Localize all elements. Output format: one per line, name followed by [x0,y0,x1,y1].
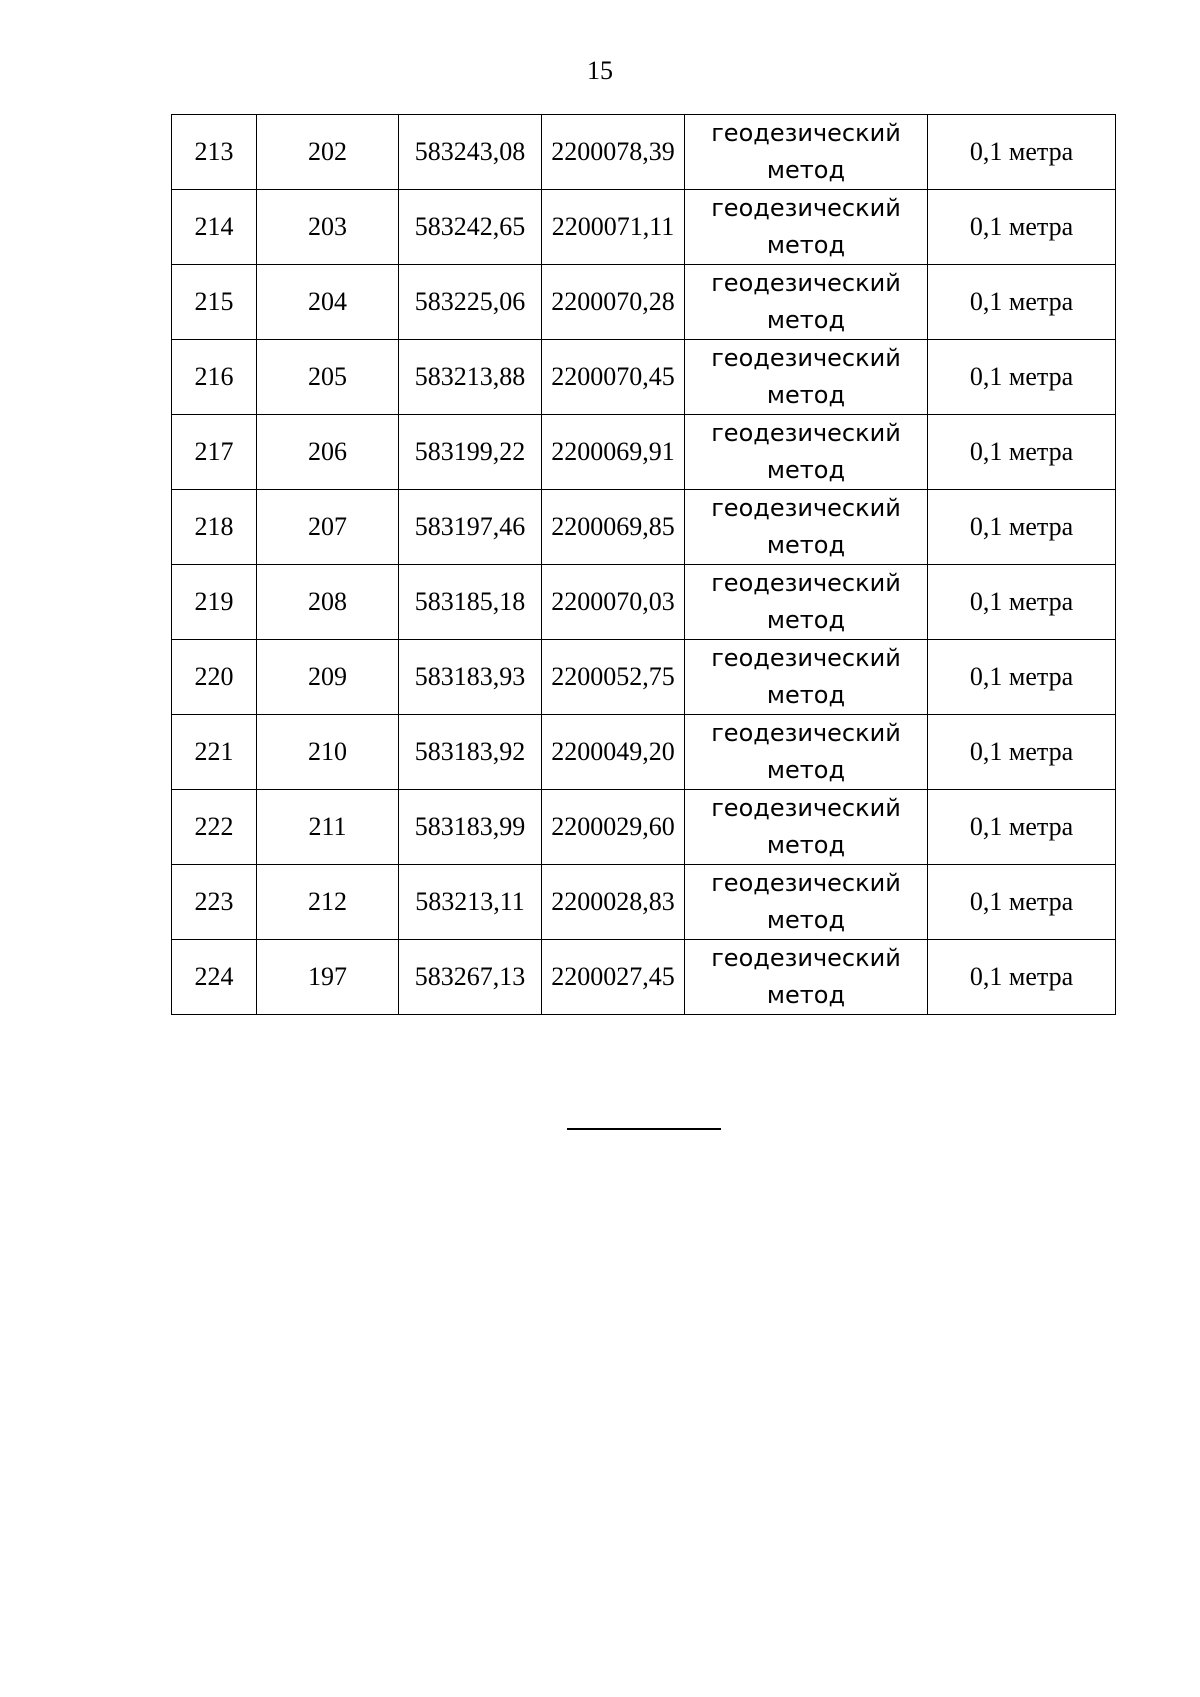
y-coordinate-cell: 2200078,39 [542,115,685,190]
table-row [172,340,1116,415]
method-line-1: геодезический [711,194,901,222]
row-number-cell: 216 [172,340,257,415]
x-coordinate-cell: 583213,11 [399,865,542,940]
row-number-cell: 221 [172,715,257,790]
row-number-cell: 220 [172,640,257,715]
point-number-cell: 203 [257,190,399,265]
row-number-cell: 219 [172,565,257,640]
x-coordinate-cell: 583183,99 [399,790,542,865]
accuracy-cell: 0,1 метра [928,190,1116,265]
method-cell [685,865,928,940]
point-number-cell: 204 [257,265,399,340]
x-coordinate-cell: 583242,65 [399,190,542,265]
x-coordinate-cell: 583183,93 [399,640,542,715]
method-line-2: метод [766,831,846,859]
page-number: 15 [587,56,613,85]
point-number-cell: 207 [257,490,399,565]
table-row [172,715,1116,790]
y-coordinate-cell: 2200069,91 [542,415,685,490]
accuracy-cell: 0,1 метра [928,565,1116,640]
method-line-1: геодезический [711,119,901,147]
method-line-2: метод [766,981,846,1009]
table-row [172,565,1116,640]
method-line-2: метод [766,531,846,559]
y-coordinate-cell: 2200049,20 [542,715,685,790]
point-number-cell: 197 [257,940,399,1015]
y-coordinate-cell: 2200027,45 [542,940,685,1015]
point-number-cell: 209 [257,640,399,715]
method-line-1: геодезический [711,644,901,672]
table-row [172,265,1116,340]
point-number-cell: 208 [257,565,399,640]
coordinates-table [171,114,1116,1015]
table-row [172,790,1116,865]
method-line-2: метод [766,681,846,709]
x-coordinate-cell: 583197,46 [399,490,542,565]
point-number-cell: 206 [257,415,399,490]
accuracy-cell: 0,1 метра [928,265,1116,340]
y-coordinate-cell: 2200069,85 [542,490,685,565]
method-line-1: геодезический [711,794,901,822]
method-line-1: геодезический [711,944,901,972]
method-line-1: геодезический [711,569,901,597]
method-line-2: метод [766,906,846,934]
point-number-cell: 212 [257,865,399,940]
method-line-1: геодезический [711,419,901,447]
row-number-cell: 214 [172,190,257,265]
method-cell [685,340,928,415]
method-line-2: метод [766,306,846,334]
method-line-1: геодезический [711,344,901,372]
accuracy-cell: 0,1 метра [928,640,1116,715]
method-line-2: метод [766,756,846,784]
y-coordinate-cell: 2200070,45 [542,340,685,415]
method-cell [685,490,928,565]
point-number-cell: 202 [257,115,399,190]
accuracy-cell: 0,1 метра [928,715,1116,790]
table-row [172,190,1116,265]
accuracy-cell: 0,1 метра [928,865,1116,940]
y-coordinate-cell: 2200071,11 [542,190,685,265]
table-row [172,490,1116,565]
x-coordinate-cell: 583213,88 [399,340,542,415]
method-line-1: геодезический [711,269,901,297]
point-number-cell: 205 [257,340,399,415]
accuracy-cell: 0,1 метра [928,415,1116,490]
x-coordinate-cell: 583267,13 [399,940,542,1015]
row-number-cell: 217 [172,415,257,490]
method-line-1: геодезический [711,494,901,522]
y-coordinate-cell: 2200052,75 [542,640,685,715]
row-number-cell: 223 [172,865,257,940]
method-line-2: метод [766,456,846,484]
row-number-cell: 218 [172,490,257,565]
method-cell [685,790,928,865]
x-coordinate-cell: 583183,92 [399,715,542,790]
y-coordinate-cell: 2200070,03 [542,565,685,640]
method-cell [685,115,928,190]
method-line-2: метод [766,156,846,184]
y-coordinate-cell: 2200070,28 [542,265,685,340]
method-cell [685,415,928,490]
table-row [172,940,1116,1015]
method-cell [685,715,928,790]
row-number-cell: 213 [172,115,257,190]
x-coordinate-cell: 583199,22 [399,415,542,490]
point-number-cell: 210 [257,715,399,790]
table-row [172,865,1116,940]
method-cell [685,565,928,640]
x-coordinate-cell: 583185,18 [399,565,542,640]
x-coordinate-cell: 583243,08 [399,115,542,190]
accuracy-cell: 0,1 метра [928,490,1116,565]
accuracy-cell: 0,1 метра [928,115,1116,190]
accuracy-cell: 0,1 метра [928,340,1116,415]
y-coordinate-cell: 2200028,83 [542,865,685,940]
table-row [172,640,1116,715]
row-number-cell: 222 [172,790,257,865]
method-line-2: метод [766,231,846,259]
method-cell [685,190,928,265]
accuracy-cell: 0,1 метра [928,790,1116,865]
method-line-1: геодезический [711,719,901,747]
y-coordinate-cell: 2200029,60 [542,790,685,865]
method-line-2: метод [766,606,846,634]
x-coordinate-cell: 583225,06 [399,265,542,340]
accuracy-cell: 0,1 метра [928,940,1116,1015]
method-cell [685,940,928,1015]
row-number-cell: 215 [172,265,257,340]
table-row [172,415,1116,490]
method-cell [685,265,928,340]
table-row [172,115,1116,190]
row-number-cell: 224 [172,940,257,1015]
end-of-document-rule [567,1128,721,1130]
method-line-2: метод [766,381,846,409]
point-number-cell: 211 [257,790,399,865]
method-line-1: геодезический [711,869,901,897]
method-cell [685,640,928,715]
